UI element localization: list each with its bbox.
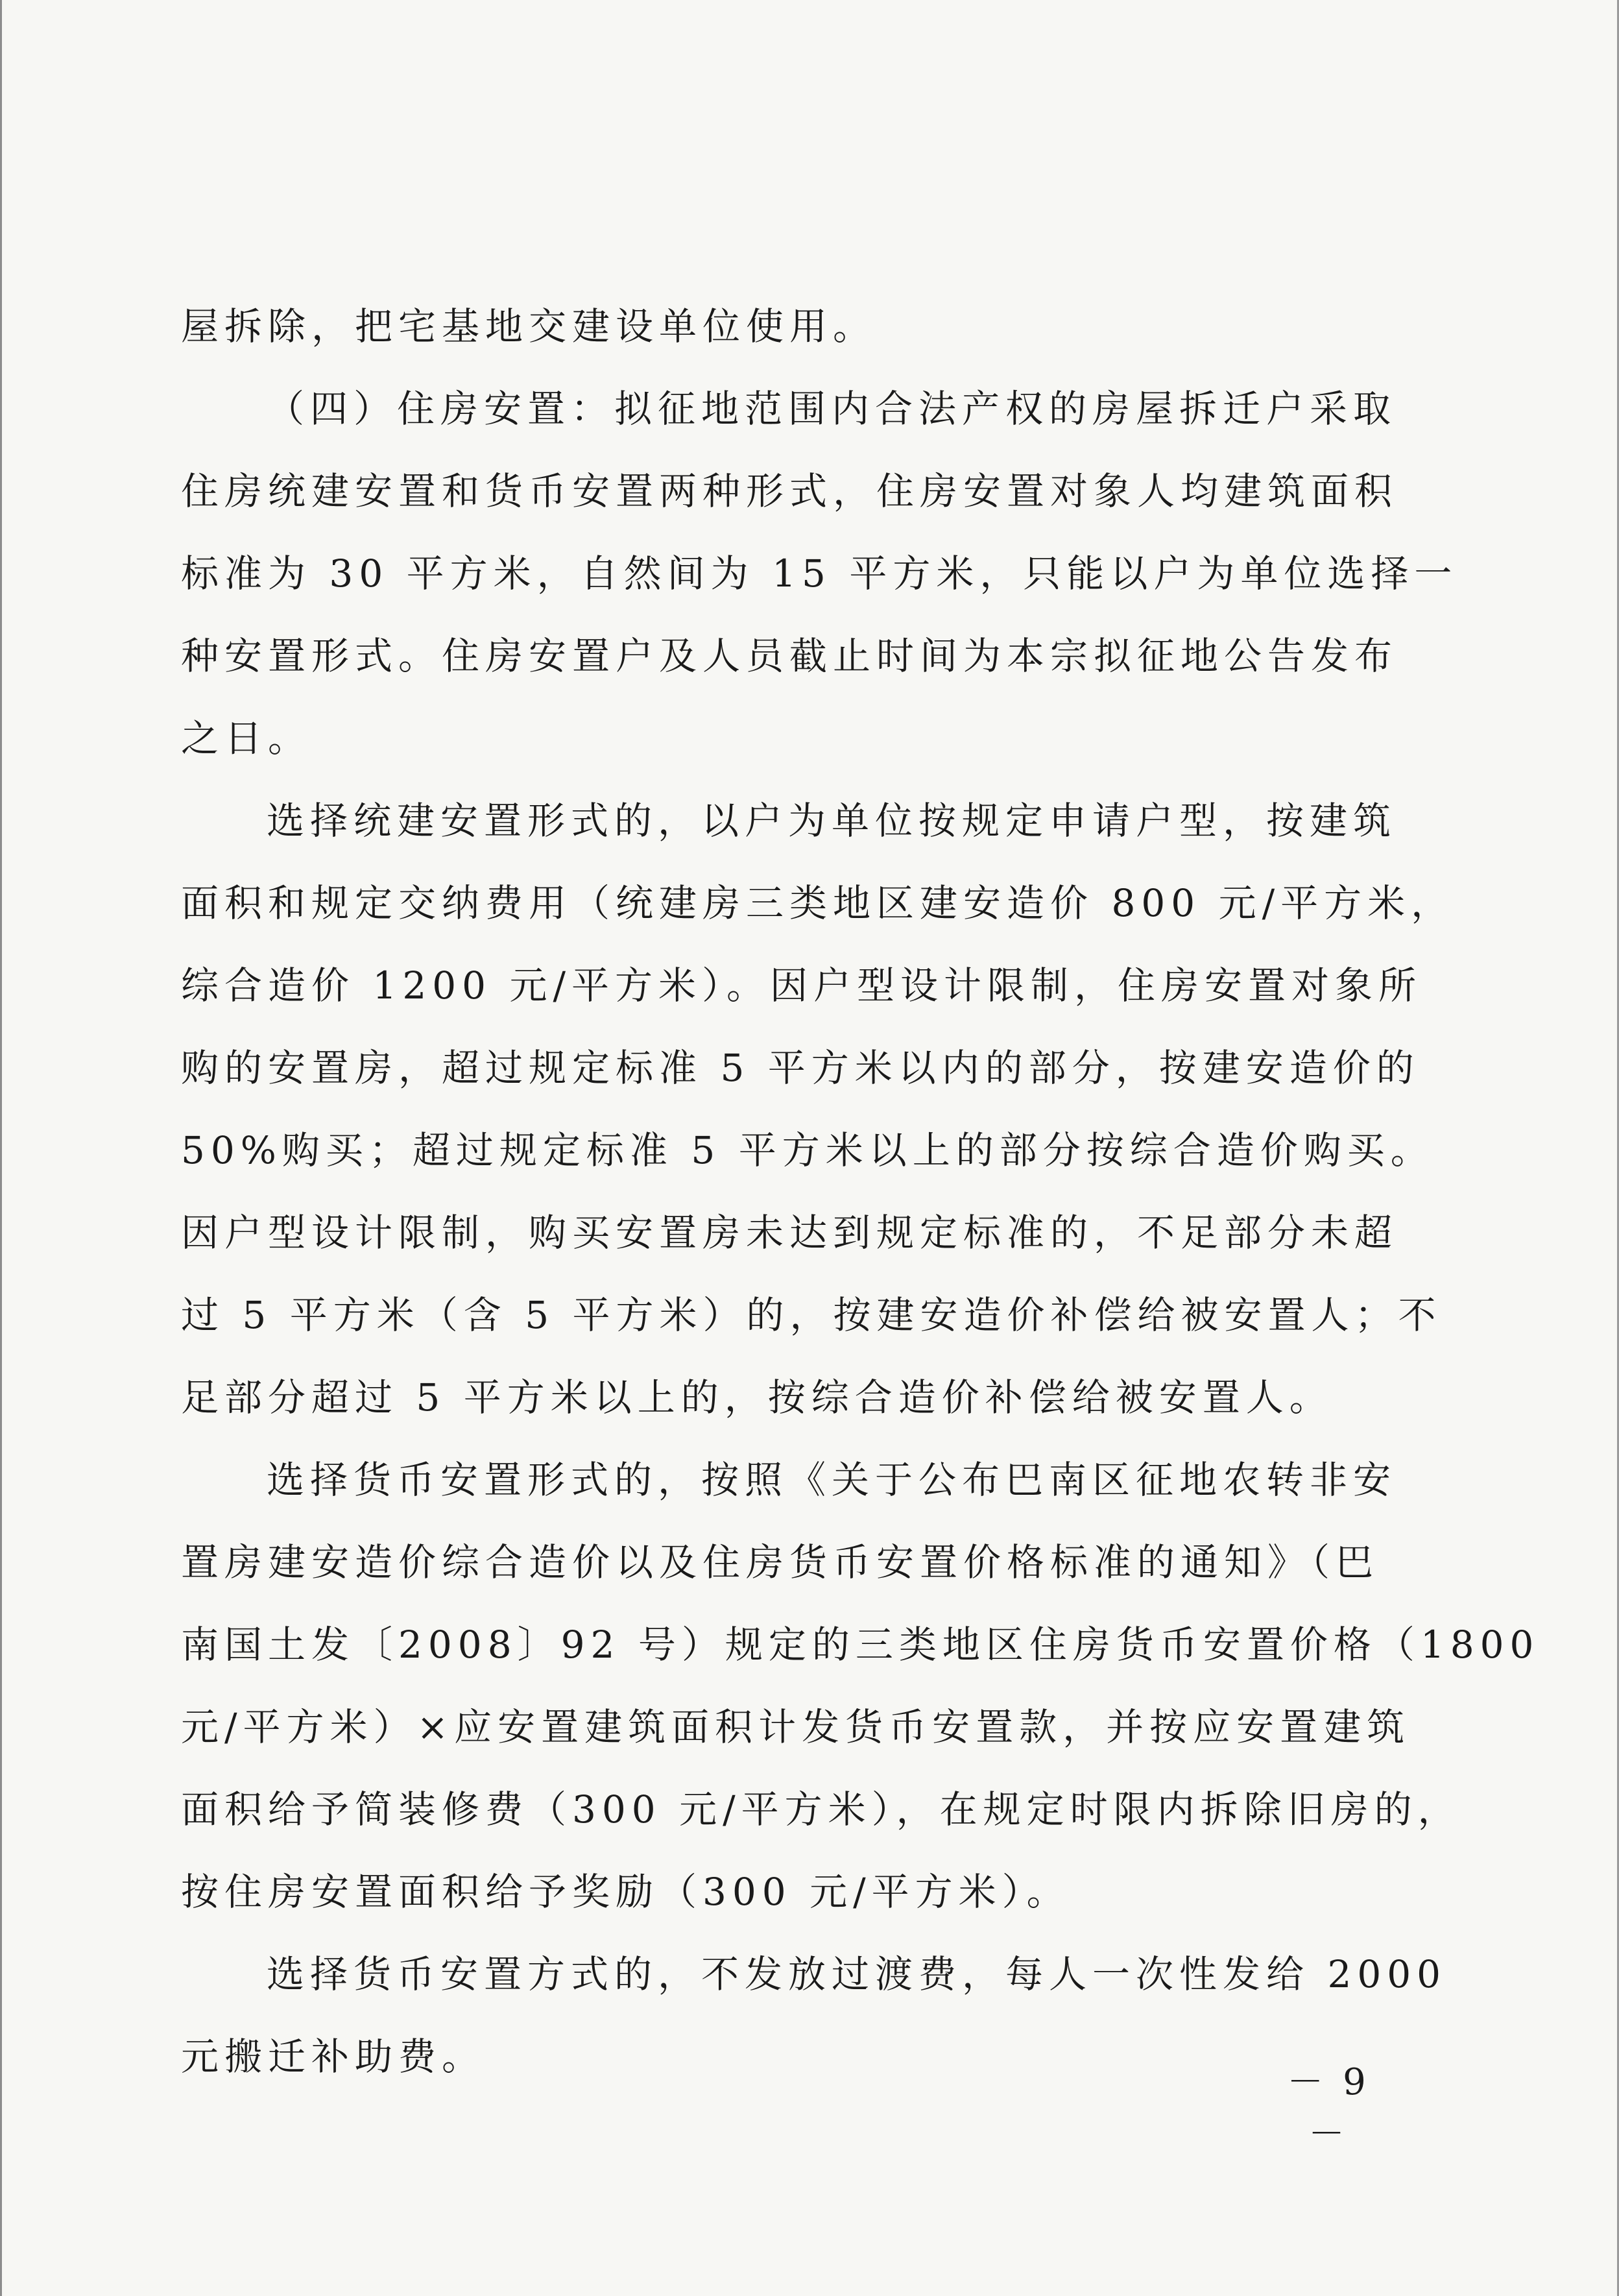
text-line: 之日。 bbox=[181, 716, 312, 760]
text-line: 置房建安造价综合造价以及住房货币安置价格标准的通知》（巴 bbox=[181, 1540, 1380, 1584]
text-line: 过 5 平方米（含 5 平方米）的，按建安造价补偿给被安置人；不 bbox=[181, 1293, 1442, 1337]
paragraph-start-line: 选择统建安置形式的，以户为单位按规定申请户型，按建筑 bbox=[267, 799, 1397, 843]
text-line: 面积给予简装修费（300 元/平方米），在规定时限内拆除旧房的， bbox=[181, 1787, 1461, 1831]
text-line: 面积和规定交纳费用（统建房三类地区建安造价 800 元/平方米， bbox=[181, 881, 1455, 925]
text-line: 住房统建安置和货币安置两种形式，住房安置对象人均建筑面积 bbox=[181, 469, 1398, 513]
paragraph-start-line: 选择货币安置方式的，不发放过渡费，每人一次性发给 2000 bbox=[267, 1952, 1447, 1996]
body-text bbox=[181, 285, 1540, 2098]
text-line: 元/平方米）×应安置建筑面积计发货币安置款，并按应安置建筑 bbox=[181, 1705, 1411, 1749]
text-line: 元搬迁补助费。 bbox=[181, 2035, 486, 2079]
text-line: 种安置形式。住房安置户及人员截止时间为本宗拟征地公告发布 bbox=[181, 634, 1398, 678]
text-line: 按住房安置面积给予奖励（300 元/平方米）。 bbox=[181, 1870, 1070, 1914]
paragraph-start-line: 选择货币安置形式的，按照《关于公布巴南区征地农转非安 bbox=[267, 1458, 1397, 1502]
text-line: 南国土发〔2008〕92 号）规定的三类地区住房货币安置价格（1800 bbox=[181, 1623, 1540, 1667]
paragraph-start-line: （四）住房安置：拟征地范围内合法产权的房屋拆迁户采取 bbox=[267, 387, 1397, 431]
text-line: 50%购买；超过规定标准 5 平方米以上的部分按综合造价购买。 bbox=[181, 1128, 1434, 1172]
text-line: 足部分超过 5 平方米以上的，按综合造价补偿给被安置人。 bbox=[181, 1375, 1333, 1420]
page-number: － 9 － bbox=[1287, 2061, 1370, 2155]
text-line: 标准为 30 平方米，自然间为 15 平方米，只能以户为单位选择一 bbox=[181, 551, 1458, 596]
text-line: 屋拆除，把宅基地交建设单位使用。 bbox=[181, 304, 877, 348]
text-line: 综合造价 1200 元/平方米）。因户型设计限制，住房安置对象所 bbox=[181, 963, 1422, 1008]
text-line: 购的安置房，超过规定标准 5 平方米以内的部分，按建安造价的 bbox=[181, 1046, 1420, 1090]
text-line: 因户型设计限制，购买安置房未达到规定标准的，不足部分未超 bbox=[181, 1211, 1398, 1255]
